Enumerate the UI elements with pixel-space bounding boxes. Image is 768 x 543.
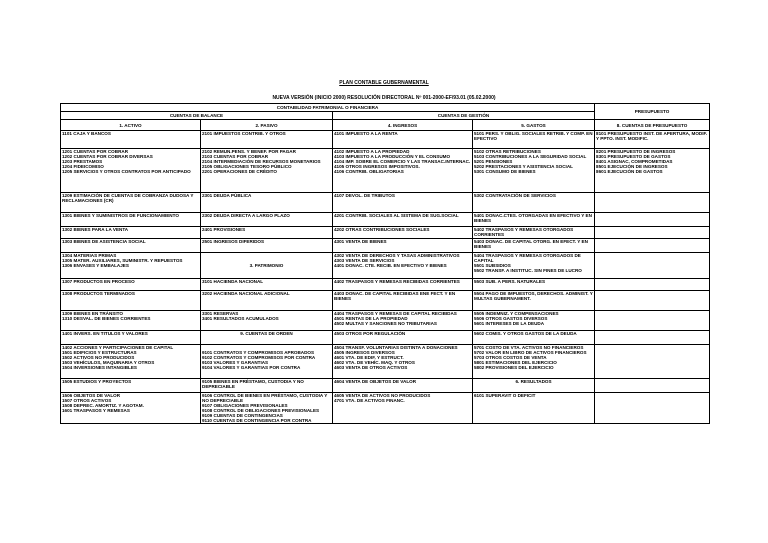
account-entry: 6101 SUPERAVIT O DEFICIT <box>474 393 536 398</box>
cell-activo <box>61 253 201 279</box>
account-entry: 1101 CAJA Y BANCOS <box>62 131 111 136</box>
account-entry: 5101 PERS. Y OBLIG. SOCIALES RETRIB. Y COMP. EN EFECTIVO <box>474 131 593 141</box>
table-row <box>61 213 710 227</box>
account-entry: 9105 BIENES EN PRÉSTAMO, CUSTODIA Y NO DEPRECIABLE <box>202 379 304 389</box>
account-entry: 4102 IMPUESTO A LA PROPIEDAD <box>334 149 410 154</box>
cell-pasivo <box>201 227 333 239</box>
cell-ingresos <box>333 331 473 345</box>
account-entry: 5402 TRASPASOS Y REMESAS OTORGADOS CORRIENTES <box>474 227 574 237</box>
account-entry: 4106 CONTRIB. OBLIGATORIAS <box>334 169 404 174</box>
account-entry: 5403 DONAC. DE CAPITAL OTORG. EN EFECT. Y EN BIENES <box>474 239 588 249</box>
cell-presupuesto <box>595 213 710 227</box>
account-entry: 4201 CONTRIB. SOCIALES AL SISTEMA DE SUG.SOCIAL <box>334 213 459 218</box>
cell-presupuesto <box>595 131 710 149</box>
cell-activo <box>61 193 201 213</box>
account-entry: 1307 PRODUCTOS EN PROCESO <box>62 279 135 284</box>
account-entry: 5201 PENSIONES <box>474 159 513 164</box>
account-entry: 1507 OTROS ACTIVOS <box>62 398 112 403</box>
account-entry: 1202 CUENTAS POR COBRAR DIVERSAS <box>62 154 153 159</box>
account-entry: 5301 CONSUMO DE BIENES <box>474 169 536 174</box>
cell-pasivo <box>201 149 333 193</box>
account-entry: 4504 TRANSF. VOLUNTARIAS DISTINTA A DONACIONES <box>334 345 458 350</box>
account-entry: 5802 PROVISIONES DEL EJERCICIO <box>474 365 554 370</box>
cell-ingresos <box>333 311 473 331</box>
cell-gastos <box>473 345 595 379</box>
cell-gastos <box>473 149 595 193</box>
cell-presupuesto <box>595 193 710 213</box>
account-entry: 1201 CUENTAS POR COBRAR <box>62 149 129 154</box>
account-entry: 1306 ENVASES Y EMBALAJES <box>62 263 129 268</box>
cell-ingresos <box>333 393 473 424</box>
account-entry: 1502 ACTIVOS NO PRODUCIDOS <box>62 355 135 360</box>
cell-activo <box>61 379 201 393</box>
account-plan-table <box>60 103 710 424</box>
cell-pasivo <box>201 393 333 424</box>
cell-pasivo <box>201 213 333 227</box>
account-entry: 4505 INGRESOS DIVERSOS <box>334 350 395 355</box>
account-entry: 1508 DEPREC. AMORTIZ. Y AGOTAM. <box>62 403 144 408</box>
cell-ingresos <box>333 227 473 239</box>
cell-pasivo <box>201 253 333 279</box>
account-entry: 3401 RESULTADOS ACUMULADOS <box>202 316 279 321</box>
document-subtitle: NUEVA VERSIÓN (INICIO 2000) RESOLUCIÓN DIRECTORAL Nº 001-2000-EF/93.01 (05.02.2000) <box>272 95 496 101</box>
account-entry: 9103 VALORES Y GARANTIAS <box>202 360 269 365</box>
cell-activo <box>61 239 201 253</box>
account-entry: 1503 VEHÍCULOS, MAQUINARIA Y OTROS <box>62 360 155 365</box>
account-entry: 9109 CUENTAS DE CONTINGENCIAS <box>202 413 283 418</box>
account-entry: 1203 PRESTAMOS <box>62 159 103 164</box>
cell-pasivo <box>201 279 333 291</box>
account-entry: 8601 EJECUCIÓN DE GASTOS <box>596 169 663 174</box>
account-entry: 4602 VTA. DE VEHÍC. MAQ. Y OTROS <box>334 360 415 365</box>
account-entry: 5102 OTRAS RETRIBUCIONES <box>474 149 541 154</box>
account-entry: 1501 EDIFICIOS Y ESTRUCTURAS <box>62 350 137 355</box>
cell-presupuesto <box>595 227 710 239</box>
cell-gastos <box>473 393 595 424</box>
account-entry: 1506 OBJETOS DE VALOR <box>62 393 121 398</box>
account-entry: 9108 CONTROL DE OBLIGACIONES PREVISIONALES <box>202 408 320 413</box>
account-entry: 5503 SUB. A PERS. NATURALES <box>474 279 546 284</box>
cell-activo <box>61 291 201 311</box>
account-entry: 2501 INGRESOS DIFERIDOS <box>202 239 265 244</box>
table-row <box>61 345 710 379</box>
account-entry: 2102 REMUN.PENS. Y BENEF. POR PAGAR <box>202 149 296 154</box>
cell-presupuesto <box>595 239 710 253</box>
account-entry: 4604 VENTA DE OBJETOS DE VALOR <box>334 379 417 384</box>
cell-pasivo <box>201 331 333 345</box>
account-entry: 5401 DONAC.CTES. OTORGADAS EN EFECTIVO Y EN BIENES <box>474 213 592 223</box>
account-entry: 5702 VALOR EN LIBRO DE ACTIVOS FINANCIEROS <box>474 350 587 355</box>
cell-ingresos <box>333 193 473 213</box>
cell-presupuesto <box>595 311 710 331</box>
account-entry: 2103 CUENTAS POR COBRAR <box>202 154 269 159</box>
account-entry: 4701 VTA. DE ACTIVOS FINANC. <box>334 398 405 403</box>
account-entry: 9102 CONTRATOS Y COMPROMISOS POR CONTRA <box>202 355 316 360</box>
account-entry: 5701 COSTO DE VTA. ACTIVOS NO FINANCIEROS <box>474 345 584 350</box>
account-entry: 9110 CUENTAS DE CONTINGENCIA POR CONTRA <box>202 418 312 423</box>
account-entry: 4202 OTRAS CONTRIBUCIONES SOCIALES <box>334 227 430 232</box>
column-header-activo: 1. ACTIVO <box>61 120 201 131</box>
account-entry: 8101 PRESUPUESTO INST. DE APERTURA, MODIF. Y PPTO. INST. MODIFIC. <box>596 131 708 141</box>
table-row <box>61 253 710 279</box>
account-entry: 5103 CONTRIBUCIONES A LA SEGURIDAD SOCIAL <box>474 154 587 159</box>
account-entry: 4105 OTROS INGRESOS IMPOSITIVOS. <box>334 164 420 169</box>
table-row <box>61 311 710 331</box>
account-entry: 1301 BIENES Y SUMINISTROS DE FUNCIONAMIENTO <box>62 213 179 218</box>
cell-presupuesto <box>595 253 710 279</box>
cell-activo <box>61 227 201 239</box>
cell-pasivo <box>201 239 333 253</box>
account-entry: 9107 OBLIGACIONES PREVISIONALES <box>202 403 288 408</box>
account-entry: 1305 MATER. AUXILIARES, SUMINISTR. Y REPUESTOS <box>62 258 183 263</box>
account-entry: 1205 SERVICIOS Y OTROS CONTRATOS POR ANTICIPADO <box>62 169 191 174</box>
header-balance: CUENTAS DE BALANCE <box>61 112 333 120</box>
table-row <box>61 131 710 149</box>
cell-presupuesto <box>595 345 710 379</box>
document-title: PLAN CONTABLE GUBERNAMENTAL <box>339 80 429 86</box>
account-entry: 1204 FIDEICOMISO <box>62 164 104 169</box>
table-row <box>61 291 710 311</box>
account-entry: 1303 BIENES DE ASISTENCIA SOCIAL <box>62 239 146 244</box>
account-entry: 1310 DESVAL. DE BIENES CORRIENTES <box>62 316 151 321</box>
cell-pasivo <box>201 193 333 213</box>
cell-activo <box>61 279 201 291</box>
account-entry: 4302 VENTA DE DERECHOS Y TASAS ADMINISTRATIVOS <box>334 253 460 258</box>
account-entry: 2201 OPERACIONES DE CRÉDITO <box>202 169 277 174</box>
cell-activo <box>61 345 201 379</box>
cell-gastos <box>473 279 595 291</box>
account-entry: 4404 TRASPASOS Y REMESAS DE CAPITAL RECIBIDAS <box>334 311 457 316</box>
account-entry: 5502 TRANSF. A INSTITUC. SIN FINES DE LUCRO <box>474 268 582 273</box>
cell-pasivo <box>201 345 333 379</box>
cell-gastos <box>473 291 595 311</box>
cell-activo <box>61 213 201 227</box>
account-entry: 1504 INVERSIONES INTANGIBLES <box>62 365 137 370</box>
account-entry: 2104 INTERMEDIACIÓN DE RECURSOS MONETARIOS <box>202 159 321 164</box>
account-entry: 9104 VALORES Y GARANTIAS POR CONTRA <box>202 365 301 370</box>
account-entry: 2401 PROVISIONES <box>202 227 246 232</box>
cell-ingresos <box>333 379 473 393</box>
account-entry: 4104 IMP. SOBRE EL COMERCIO Y LAS TRANSAC.INTERNAC. <box>334 159 471 164</box>
account-entry: 1601 TRASPASOS Y REMESAS <box>62 408 130 413</box>
account-entry: 5504 PAGO DE IMPUESTOS, DERECHOS. ADMINIST. Y MULTAS GUBERNAMENT. <box>474 291 593 301</box>
cell-pasivo <box>201 379 333 393</box>
table-row <box>61 279 710 291</box>
account-entry: 1209 ESTIMACIÓN DE CUENTAS DE COBRANZA DUDOSA Y RECLAMACIONES (CR) <box>62 193 194 203</box>
account-rows <box>61 131 710 424</box>
account-entry: 4503 OTROS POR REGULACIÓN <box>334 331 406 336</box>
cell-gastos <box>473 213 595 227</box>
account-entry: 5202 PRESTACIONES Y ASISTENCIA SOCIAL <box>474 164 573 169</box>
table-row <box>61 227 710 239</box>
cell-presupuesto <box>595 279 710 291</box>
account-entry: 8401 ASIGNAC. COMPROMETIDAS <box>596 159 673 164</box>
account-entry: 9106 CONTROL DE BIENES EN PRÉSTAMO, CUSTODIA Y NO DEPRECIABLE <box>202 393 328 403</box>
cell-pasivo <box>201 291 333 311</box>
section-heading: 3. PATRIMONIO <box>249 263 284 268</box>
account-entry: 8301 PRESUPUESTO DE GASTOS <box>596 154 671 159</box>
cell-gastos <box>473 227 595 239</box>
account-entry: 5505 INDEMNIZ. Y COMPENSACIONES <box>474 311 559 316</box>
header-presupuesto: PRESUPUESTO <box>595 104 710 120</box>
cell-gastos <box>473 331 595 345</box>
cell-presupuesto <box>595 331 710 345</box>
column-header-pasivo: 2. PASIVO <box>201 120 333 131</box>
account-entry: 4107 DEVOL. DE TRIBUTOS <box>334 193 395 198</box>
account-entry: 2301 DEUDA PÚBLICA <box>202 193 252 198</box>
table-row <box>61 149 710 193</box>
account-entry: 5302 CONTRATACIÓN DE SERVICIOS <box>474 193 556 198</box>
section-heading: 6. RESULTADOS <box>515 379 552 384</box>
account-entry: 4403 DONAC. DE CAPITAL RECIBIDAS ENE FECT. Y EN BIENES <box>334 291 456 301</box>
cell-presupuesto <box>595 149 710 193</box>
cell-ingresos <box>333 253 473 279</box>
table-row <box>61 393 710 424</box>
account-entry: 1308 PRODUCTOS TERMINADOS <box>62 291 135 296</box>
account-entry: 1302 BIENES PARA LA VENTA <box>62 227 129 232</box>
account-entry: 4301 VENTA DE BIENES <box>334 239 387 244</box>
account-entry: 1304 MATERIAS PRIMAS <box>62 253 117 258</box>
account-entry: 8201 PRESUPUESTO DE INGRESOS <box>596 149 676 154</box>
account-entry: 2101 IMPUESTOS CONTRIB. Y OTROS <box>202 131 286 136</box>
table-row <box>61 331 710 345</box>
account-entry: 5404 TRASPASOS Y REMESAS OTORGADOS DE CAPITAL <box>474 253 581 263</box>
account-entry: 2105 OBLIGACIONES TESORO PÚBLICO <box>202 164 292 169</box>
account-entry: 1505 ESTUDIOS Y PROYECTOS <box>62 379 132 384</box>
account-entry: 5501 SUBSIDIOS <box>474 263 511 268</box>
cell-presupuesto <box>595 393 710 424</box>
section-heading: 9. CUENTAS DE ORDEN <box>240 331 293 336</box>
account-entry: 1309 BIENES EN TRÁNSITO <box>62 311 123 316</box>
table-row <box>61 193 710 213</box>
account-entry: 4603 VENTA DE OTROS ACTIVOS <box>334 365 408 370</box>
account-entry: 4401 DONAC. CTE. RECIB. EN EFECTIVO Y BIENES <box>334 263 447 268</box>
cell-gastos <box>473 131 595 149</box>
table-row <box>61 239 710 253</box>
account-entry: 3301 RESERVAS <box>202 311 239 316</box>
account-entry: 8501 EJECUCIÓN DE INGRESOS <box>596 164 668 169</box>
account-entry: 4605 VENTA DE ACTIVOS NO PRODUCIDOS <box>334 393 431 398</box>
account-entry: 4103 IMPUESTO A LA PRODUCCIÓN Y EL CONSUMO <box>334 154 451 159</box>
cell-activo <box>61 131 201 149</box>
cell-activo <box>61 393 201 424</box>
header-patrimonial: CONTABILIDAD PATRIMONIAL O FINANCIERA <box>61 104 595 112</box>
cell-ingresos <box>333 131 473 149</box>
column-header-presupuesto: 8. CUENTAS DE PRESUPUESTO <box>595 120 710 131</box>
column-header-gastos: 5. GASTOS <box>473 120 595 131</box>
cell-gastos <box>473 193 595 213</box>
cell-gastos <box>473 311 595 331</box>
cell-pasivo <box>201 131 333 149</box>
account-entry: 5602 COMIS. Y OTROS GASTOS DE LA DEUDA <box>474 331 577 336</box>
cell-gastos <box>473 239 595 253</box>
cell-ingresos <box>333 213 473 227</box>
cell-presupuesto <box>595 291 710 311</box>
account-entry: 4501 RENTAS DE LA PROPIEDAD <box>334 316 408 321</box>
account-entry: 5703 OTROS COSTOS DE VENTA <box>474 355 547 360</box>
cell-gastos <box>473 253 595 279</box>
account-entry: 3101 HACIENDA NACIONAL <box>202 279 264 284</box>
account-entry: 1401 INVERS. EN TITULOS Y VALORES <box>62 331 148 336</box>
cell-pasivo <box>201 311 333 331</box>
cell-activo <box>61 331 201 345</box>
cell-ingresos <box>333 239 473 253</box>
account-entry: 4303 VENTA DE SERVICIOS <box>334 258 395 263</box>
cell-presupuesto <box>595 379 710 393</box>
cell-activo <box>61 311 201 331</box>
cell-ingresos <box>333 149 473 193</box>
cell-activo <box>61 149 201 193</box>
account-entry: 3202 HACIENDA NACIONAL ADICIONAL <box>202 291 290 296</box>
table-row <box>61 379 710 393</box>
account-entry: 5801 ESTIMACIONES DEL EJERCICIO <box>474 360 557 365</box>
account-entry: 4402 TRASPASOS Y REMESAS RECIBIDAS CORRIENTES <box>334 279 460 284</box>
cell-ingresos <box>333 291 473 311</box>
account-entry: 4101 IMPUESTO A LA RENTA <box>334 131 398 136</box>
cell-gastos <box>473 379 595 393</box>
account-entry: 4601 VTA. DE EDIF. Y ESTRUCT. <box>334 355 404 360</box>
column-header-ingresos: 4. INGRESOS <box>333 120 473 131</box>
header-gestion: CUENTAS DE GESTIÓN <box>333 112 595 120</box>
account-entry: 5506 OTROS GASTOS DIVERSOS <box>474 316 548 321</box>
cell-ingresos <box>333 345 473 379</box>
account-entry: 9101 CONTRATOS Y COMPROMISOS APROBADOS <box>202 350 315 355</box>
account-entry: 5601 INTERESES DE LA DEUDA <box>474 321 545 326</box>
account-entry: 1402 ACCIONES Y PARTICIPACIONES DE CAPITAL <box>62 345 174 350</box>
account-entry: 4502 MULTAS Y SANCIONES NO TRIBUTARIAS <box>334 321 437 326</box>
cell-ingresos <box>333 279 473 291</box>
account-entry: 2302 DEUDA DIRECTA A LARGO PLAZO <box>202 213 290 218</box>
